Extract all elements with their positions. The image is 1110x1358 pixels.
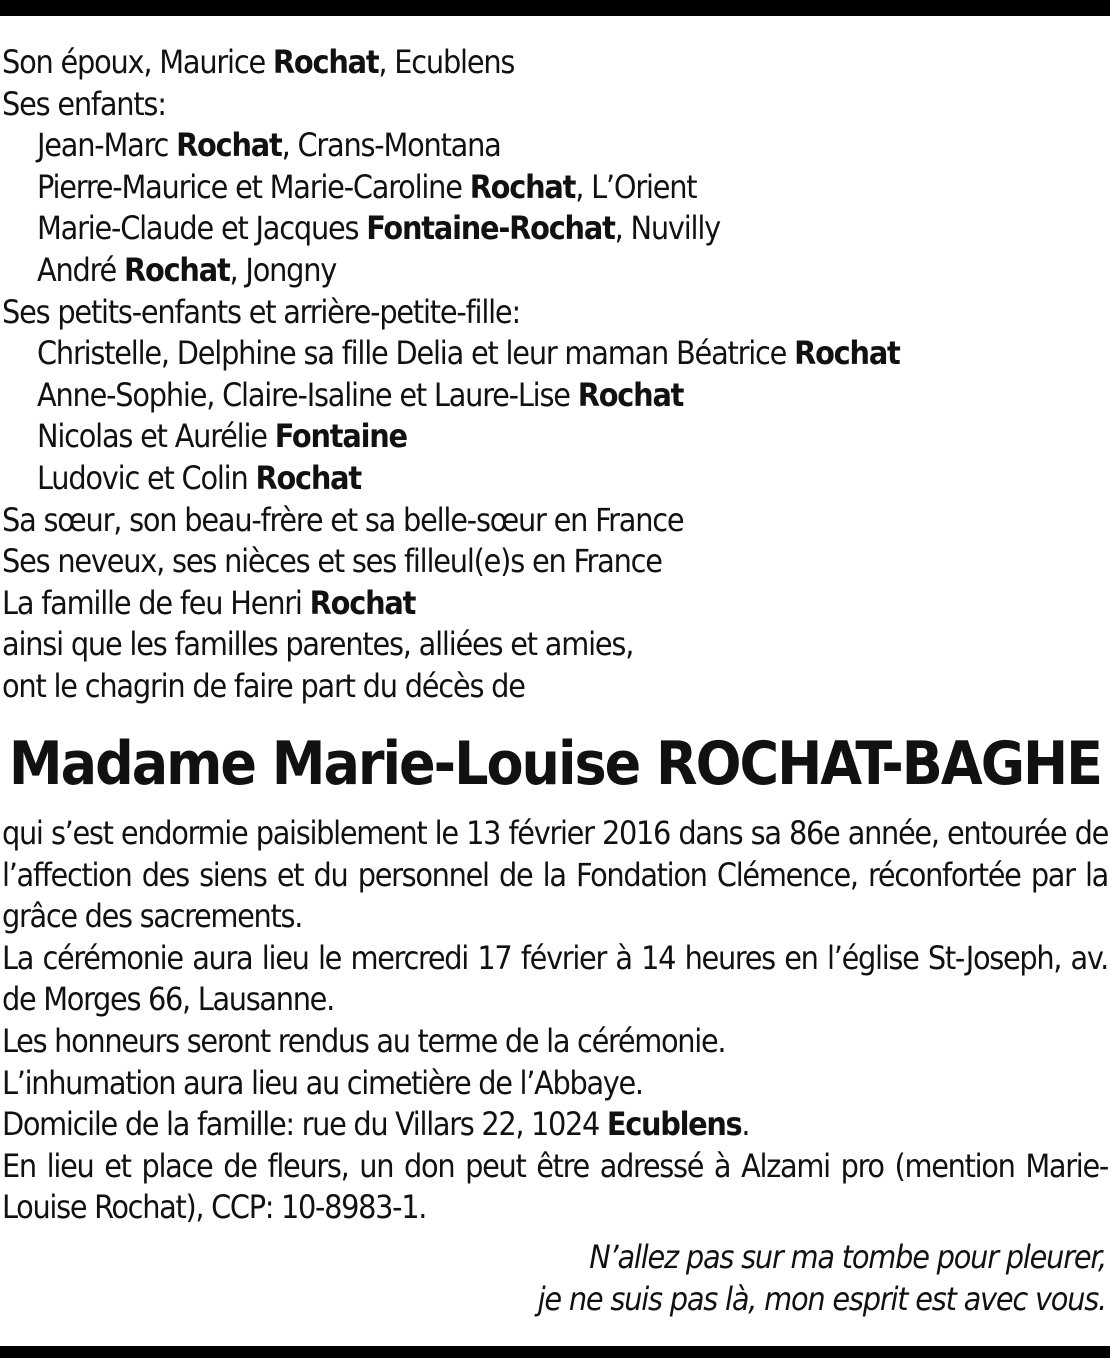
family-line	[2, 167, 1102, 209]
family-line	[2, 375, 1102, 417]
notice-paragraph	[2, 813, 1108, 938]
family-line	[2, 500, 1102, 542]
text-segment: , Crans-Montana	[281, 126, 501, 165]
family-line	[2, 416, 1102, 458]
text-segment: Ses petits-enfants et arrière-petite-fille:	[2, 292, 520, 331]
text-segment: L’inhumation aura lieu au cimetière de l’Abbaye.	[2, 1063, 643, 1102]
bold-name: Rochat	[794, 334, 900, 373]
text-segment: Christelle, Delphine sa fille Delia et leur maman Béatrice	[37, 334, 795, 373]
text-segment: Son époux, Maurice	[2, 43, 273, 81]
closing-quote	[6, 1236, 1106, 1320]
text-segment: André	[37, 250, 125, 289]
family-line	[2, 84, 1102, 126]
notice-text	[2, 813, 1108, 1229]
text-segment: En lieu et place de fleurs, un don peut être adressé à Alzami pro (mention Marie-Louise Rochat), CCP: 10-8983-1.	[2, 1146, 1108, 1227]
text-segment: Ses neveux, ses nièces et ses filleul(e)s en France	[2, 542, 662, 581]
text-segment: , Nuvilly	[614, 209, 720, 248]
notice-paragraph	[2, 1021, 1108, 1063]
family-line	[2, 583, 1102, 625]
family-line	[2, 250, 1102, 292]
text-segment: .	[741, 1105, 750, 1144]
text-segment: ainsi que les familles parentes, alliées et amies,	[2, 625, 634, 664]
text-segment: , L’Orient	[575, 167, 697, 206]
bold-name: Rochat	[124, 250, 230, 289]
family-line	[2, 624, 1102, 666]
text-segment: Pierre-Maurice et Marie-Caroline	[37, 167, 470, 206]
bold-name: Fontaine	[274, 417, 407, 456]
notice-paragraph	[2, 1104, 1108, 1146]
bold-name: Rochat	[255, 458, 361, 497]
text-segment: Domicile de la famille: rue du Villars 22, 1024	[2, 1105, 607, 1144]
notice-paragraph	[2, 1146, 1108, 1229]
family-line	[2, 666, 1102, 708]
text-segment: , Ecublens	[378, 43, 515, 81]
text-segment: Marie-Claude et Jacques	[37, 209, 367, 248]
bold-name: Fontaine-Rochat	[366, 209, 615, 248]
text-segment: Sa sœur, son beau-frère et sa belle-sœur en France	[2, 500, 684, 539]
bold-name: Rochat	[577, 375, 684, 414]
family-line	[2, 541, 1102, 583]
text-segment: , Jongny	[229, 250, 337, 289]
top-rule	[0, 0, 1110, 16]
deceased-name: Madame Marie-Louise ROCHAT-BAGHE	[8, 729, 1102, 799]
quote-line: N’allez pas sur ma tombe pour pleurer,	[589, 1238, 1106, 1276]
family-list	[2, 42, 1102, 708]
text-segment: La famille de feu Henri	[2, 583, 310, 622]
family-line	[2, 333, 1102, 375]
family-line	[2, 292, 1102, 334]
text-segment: Jean-Marc	[37, 126, 177, 165]
family-line	[2, 125, 1102, 167]
bold-name: Rochat	[176, 126, 282, 165]
bold-name: Rochat	[309, 583, 416, 622]
text-segment: Anne-Sophie, Claire-Isaline et Laure-Lise	[37, 375, 578, 414]
text-segment: Nicolas et Aurélie	[37, 417, 275, 456]
text-segment: Ludovic et Colin	[37, 458, 256, 497]
bold-name: Rochat	[469, 167, 576, 206]
text-segment: La cérémonie aura lieu le mercredi 17 février à 14 heures en l’église St-Joseph, av. de Morges 66, Lausanne.	[2, 938, 1108, 1019]
bold-name: Ecublens	[606, 1105, 742, 1144]
text-segment: Ses enfants:	[2, 84, 166, 123]
notice-paragraph	[2, 1063, 1108, 1105]
text-segment: ont le chagrin de faire part du décès de	[2, 666, 525, 705]
text-segment: qui s’est endormie paisiblement le 13 février 2016 dans sa 86e année, entourée de l’affection des siens et du personnel de la Fondation Clémence, réconfortée par la grâce des sacrements.	[2, 814, 1108, 936]
quote-line: je ne suis pas là, mon esprit est avec vous.	[537, 1280, 1106, 1318]
family-line	[2, 208, 1102, 250]
family-line	[2, 42, 1102, 84]
bold-name: Rochat	[272, 43, 379, 81]
bottom-rule	[0, 1346, 1110, 1358]
notice-paragraph	[2, 938, 1108, 1021]
family-line	[2, 458, 1102, 500]
text-segment: Les honneurs seront rendus au terme de la cérémonie.	[2, 1021, 726, 1060]
